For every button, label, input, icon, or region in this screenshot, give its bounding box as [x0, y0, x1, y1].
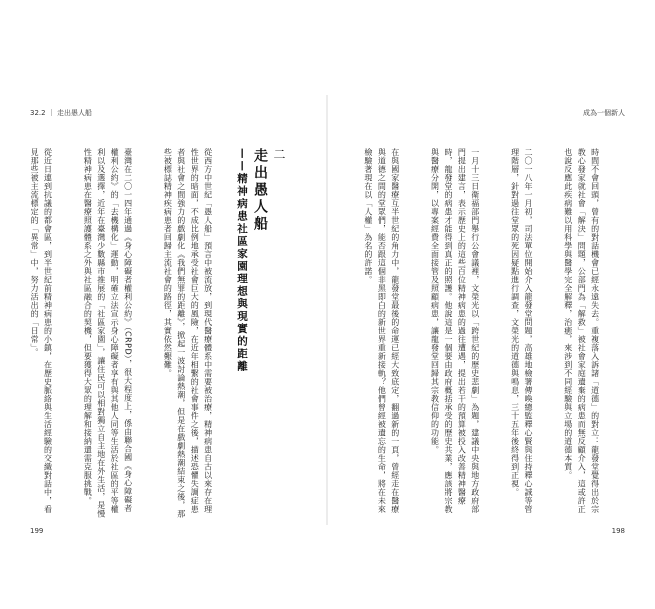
section-title: 走出愚人船 [252, 148, 268, 233]
running-head-left: 32.2 ｜ 走出愚人船 [30, 109, 93, 117]
paragraph: 臺灣在二〇一四年通過《身心障礙者權利公約》（CRPD），很大程度上，係由聯合國《身心障礙者權利公約》的「去機構化」運動，明確立法宣示身心障礙者享有與其他人同等生活於社區的平等權利以及選擇，近年在臺灣少數縣市推展的「社區家園」，讓住民可以相對獨立自主地在外生活，是慢性精神病患在醫療照護體系之外與社區融合的契機，但要獲得大眾的理解和接納還需克服挑戰。 [83, 148, 133, 518]
page-number-left: 199 [30, 527, 44, 535]
paragraph: 時間不會回頭，曾有的對話機會已經永遠失去。重複落入訴諸「道德」的對立：龍發堂覺得出於宗教心發家就社會「解決」問題，公部門為「解救」被社會家庭遺棄的病患而無反顧介入，這或許正也說反應此疾病難以用科學與醫學完全解釋，治癒，來涉到不同經驗與立場的道德本質。 [563, 148, 600, 514]
section-number: 二 [272, 148, 286, 162]
running-head-right: 成為一個新人 [583, 109, 625, 117]
page-number-right: 198 [611, 527, 625, 535]
left-page [0, 0, 327, 609]
left-page-body [30, 148, 228, 518]
paragraph: 二〇一八年一月初，司法單位開始介入龍發堂問題，高雄地檢署傳喚總監釋心賢與住持釋心誠等管理階層，針對過往堂眾的死因疑點進行調查，文榮光的道德與鳴息，三十五年後終得到正視。 [510, 148, 533, 514]
paragraph: 從近日連到抗議的都會區，到半世紀前精神病患的小鎮，在歷史脈絡與生活經驗的交織對話中，看見那些被主流標定的「異常」中，努力活出的「日常」。 [30, 148, 53, 514]
section-subtitle: ——精神病患社區家園理想與現實的距離 [236, 148, 248, 373]
paragraph: 從西方中世紀「愚人船」預言中被流放，到現代醫療體系中需要被治療，精神病患自古以來存在理性世界的暗面，不成比例地承受社會巨大的風險，在近年相繫的社會事件之後，描述恐懼失調症患者與社會之間強力的戲劇化《我們無罪的距離》，掀起一波討論熱潮，但是在戲劇熱潮結束之後，那些被標誌精神疾病患者回歸主流社會的路徑，其實依然艱難。 [163, 148, 213, 518]
paragraph: 一月十三日衛福部門舉行公會議裡，文榮光以「跨世紀的歷史悲劇」為題，建議中央與地方政府部門提出建言，表示歷史上的這些百位精神病患的過往遭遇，提出若干的預算被投入改善精神醫療時，龍發堂的病患才能得到真正的照護。他說這是一個要由政府概括承受的歷史共業，應該將宗教與醫療分開，以專案經費全面接管及照顧病患，讓龍發堂回歸其宗教信仰的功能。 [430, 148, 480, 514]
right-page-body [340, 148, 615, 518]
paragraph: 在與國家醫療互半世紀的角力中，龍發堂最後的命運已經大致底定，翻過新的一頁，曾經走在醫療與道德之間的堂眾們，能否跟這個非黑即白的新世界重新接軌？他們曾經被遺忘的生命，將在未來檢驗著現在以「人權」為名的許諾。 [363, 148, 400, 514]
chapter-heading [233, 148, 288, 518]
